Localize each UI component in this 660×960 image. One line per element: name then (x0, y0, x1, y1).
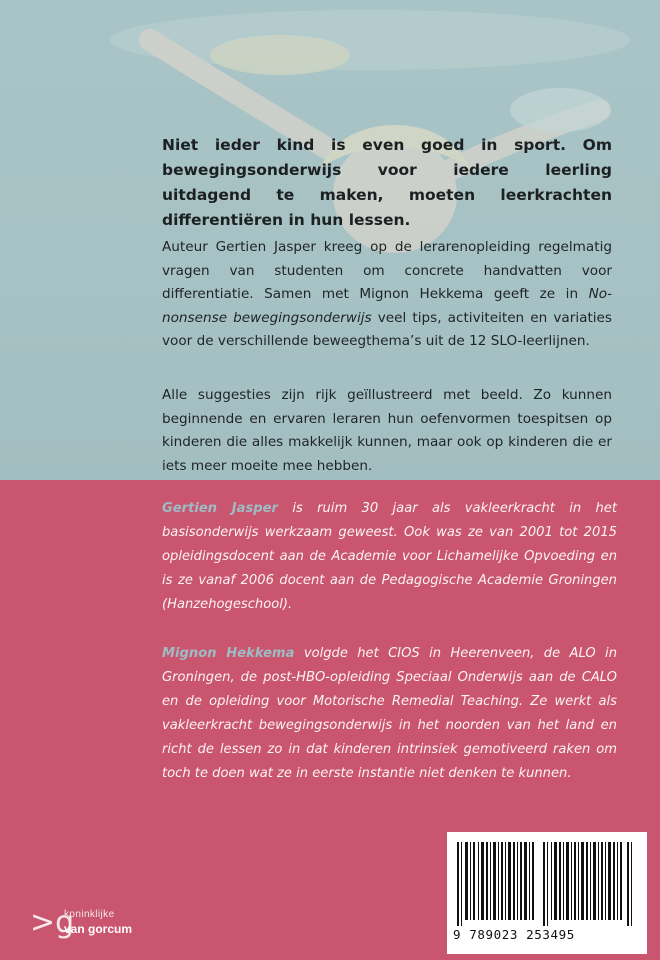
description-paragraph-1 (162, 236, 612, 354)
isbn-digits: 9 789023 253495 (453, 927, 575, 942)
author-bio-text: is ruim 30 jaar als vakleerkracht in het basisonderwijs werkzaam geweest. Ook was ze van 2001 tot 2015 opleidingsdocent aan de Academie voor Lichamelijke Opvoeding en is ze vanaf 2006 docent aan de Pedagogische Academie Groningen (Hanzehogeschool). (162, 501, 617, 612)
paragraph-1-lead: Auteur Gertien Jasper kreeg op de lerarenopleiding regelmatig vragen van studenten om concrete handvatten voor differentiatie. Samen met Mignon Hekkema geeft ze in (162, 239, 612, 302)
author-bio-mignon (162, 642, 617, 786)
publisher-name-line-2: van gorcum (64, 922, 133, 936)
isbn-barcode (447, 832, 647, 954)
publisher-mark-icon: >g (30, 905, 75, 940)
paragraph-1-tail: veel tips, activiteiten en variaties voor de verschillende beweegthema’s uit de 12 SLO-leerlijnen. (162, 309, 612, 349)
publisher-name-line-1: koninklijke (64, 909, 115, 920)
publisher-logo (30, 905, 140, 949)
author-bio-text: volgde het CIOS in Heerenveen, de ALO in Groningen, de post-HBO-opleiding Speciaal Onderwijs aan de CALO en de opleiding voor Motorische Remedial Teaching. Ze werkt als vakleerkracht bewegingsonderwijs in het noorden van het land en richt de lessen zo in dat kinderen intrinsiek gemotiveerd raken om toch te doen wat ze in eerste instantie niet denken te kunnen. (162, 646, 617, 781)
intro-text: Niet ieder kind is even goed in sport. Om bewegingsonderwijs voor iedere leerling uitdagend te maken, moeten leerkrachten differentiëren in hun lessen. (162, 136, 612, 229)
author-name: Mignon Hekkema (162, 646, 295, 661)
book-title: No-nonsense bewegingsonderwijs (162, 286, 612, 326)
barcode-bars (455, 842, 639, 926)
author-bio-gertien (162, 497, 617, 617)
description-paragraph-2: Alle suggesties zijn rijk geïllustreerd met beeld. Zo kunnen beginnende en ervaren leraren hun oefenvormen toespitsen op kinderen die alles makkelijk kunnen, maar ook op kinderen die er iets meer moeite mee hebben. (162, 387, 612, 474)
author-name: Gertien Jasper (162, 501, 278, 516)
